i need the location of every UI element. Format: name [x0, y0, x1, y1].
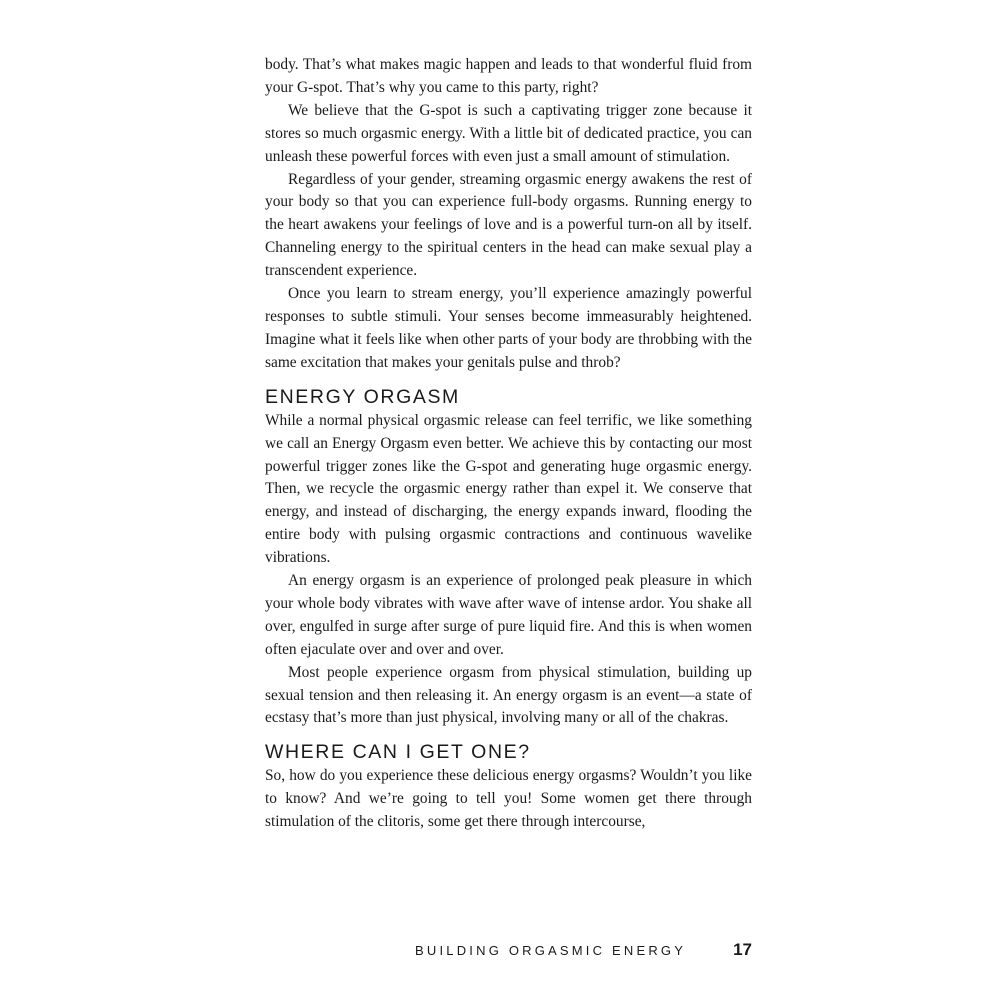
- section-heading-energy-orgasm: ENERGY ORGASM: [265, 385, 460, 408]
- running-head: BUILDING ORGASMIC ENERGY: [415, 943, 687, 958]
- body-paragraph: Regardless of your gender, streaming orgasmic energy awakens the rest of your body so that you can experience full-body orgasms. Running energy to the heart awakens your feelings of love and is a powerful turn-on all by itself. Channeling energy to the spiritual centers in the head can make sexual play a transcendent experience.: [265, 170, 752, 280]
- body-paragraph: An energy orgasm is an experience of prolonged peak pleasure in which your whole body vibrates with wave after wave of intense ardor. You shake all over, engulfed in surge after surge of pure liquid fire. And this is when women often ejaculate over and over and over.: [265, 572, 752, 658]
- body-paragraph: While a normal physical orgasmic release can feel terrific, we like something we call an Energy Orgasm even better. We achieve this by contacting our most powerful trigger zones like the G-spot and generating huge orgasmic energy. Then, we recycle the orgasmic energy rather than expel it. We conserve that energy, and instead of discharging, the energy expands inward, flooding the entire body with pulsing orgasmic contractions and continuous wavelike vibrations.: [265, 411, 752, 567]
- text-column: [265, 54, 752, 834]
- page-footer: [265, 940, 752, 962]
- body-paragraph: So, how do you experience these delicious energy orgasms? Wouldn’t you like to know? And we’re going to tell you! Some women get there through stimulation of the clitoris, some get there through intercourse,: [265, 767, 752, 831]
- body-paragraph: We believe that the G-spot is such a captivating trigger zone because it stores so much orgasmic energy. With a little bit of dedicated practice, you can unleash these powerful forces with even just a small amount of stimulation.: [265, 101, 752, 165]
- page-number: 17: [733, 940, 752, 959]
- section-heading-where-can-i-get-one: WHERE CAN I GET ONE?: [265, 741, 531, 764]
- body-paragraph: Most people experience orgasm from physical stimulation, building up sexual tension and then releasing it. An energy orgasm is an event—a state of ecstasy that’s more than just physical, involving many or all of the chakras.: [265, 663, 752, 727]
- body-paragraph: body. That’s what makes magic happen and leads to that wonderful fluid from your G-spot. That’s why you came to this party, right?: [265, 56, 752, 96]
- body-paragraph: Once you learn to stream energy, you’ll experience amazingly powerful responses to subtle stimuli. Your senses become immeasurably heightened. Imagine what it feels like when other parts of your body are throbbing with the same excitation that makes your genitals pulse and throb?: [265, 285, 752, 371]
